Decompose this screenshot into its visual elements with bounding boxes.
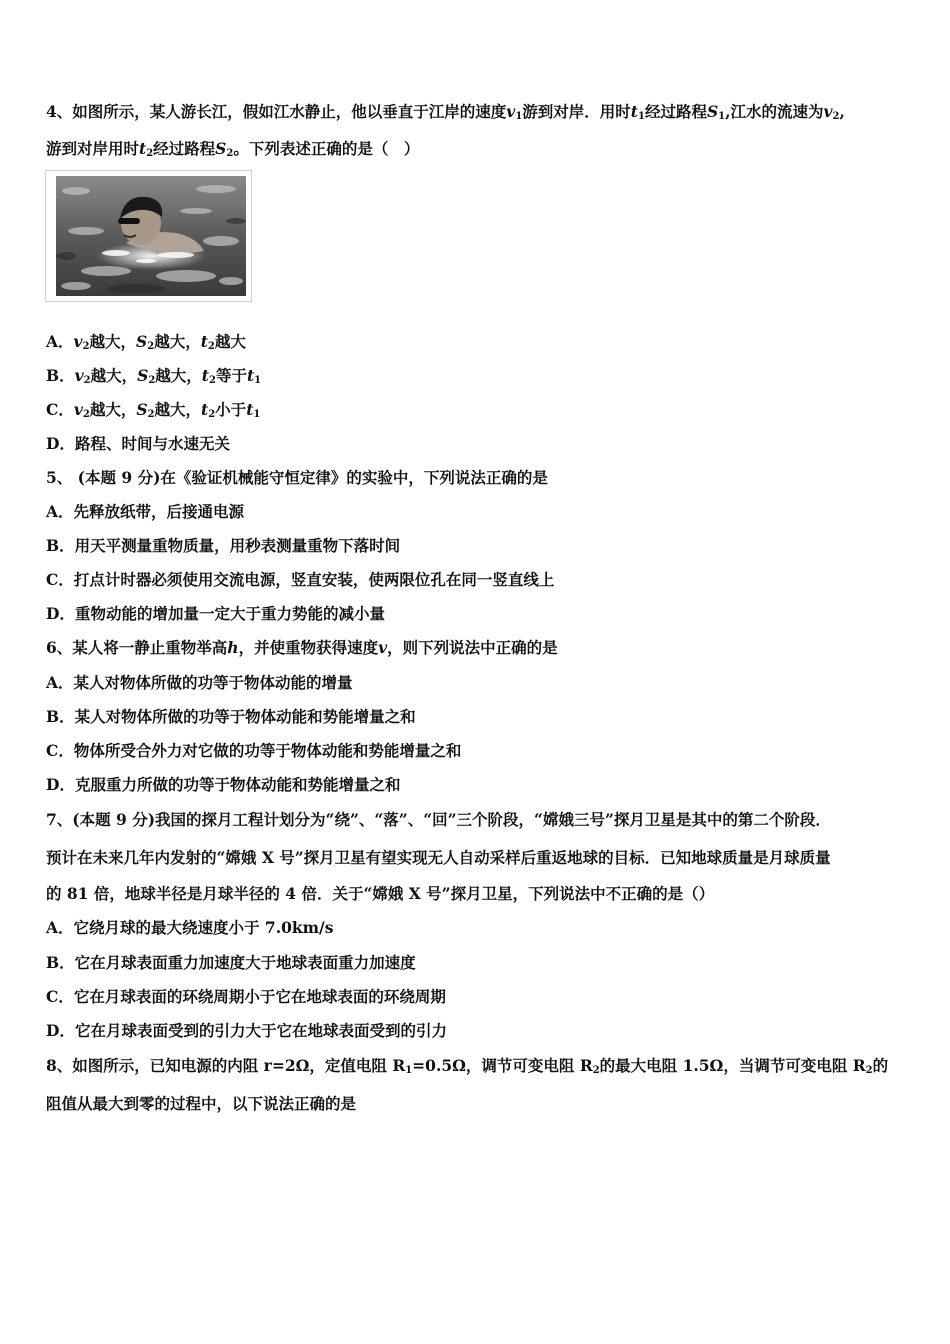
q5-option-c[interactable]: C．打点计时器必须使用交流电源，竖直安装，使两限位孔在同一竖直线上 [46,570,555,589]
q4-stem-line2: 游到对岸用时$t_2$经过路程$S_2$。下列表述正确的是（ ） [46,139,420,159]
q7-option-c[interactable]: C．它在月球表面的环绕周期小于它在地球表面的环绕周期 [46,987,446,1006]
q5-stem: 5、 (本题 9 分)在《验证机械能守恒定律》的实验中，下列说法正确的是 [46,468,548,487]
q5-option-a[interactable]: A．先释放纸带，后接通电源 [46,502,245,521]
q7-stem-line2: 预计在未来几年内发射的“嫦娥 X 号”探月卫星有望实现无人自动采样后重返地球的目标．已知地球质量是月球质量 [46,848,831,867]
q7-option-a[interactable]: A．它绕月球的最大绕速度小于 7.0km/s [46,918,334,937]
q5-option-b[interactable]: B．用天平测量重物质量，用秒表测量重物下落时间 [46,536,401,555]
q6-option-b[interactable]: B．某人对物体所做的功等于物体动能和势能增量之和 [46,707,416,726]
q4-option-c[interactable]: C．$v_2$越大，$S_2$越大，$t_2$小于$t_1$ [46,400,261,420]
q6-stem: 6、某人将一静止重物举高h，并使重物获得速度v，则下列说法中正确的是 [46,638,558,657]
q4-option-d[interactable]: D．路程、时间与水速无关 [46,434,230,453]
q6-option-d[interactable]: D．克服重力所做的功等于物体动能和势能增量之和 [46,775,401,794]
q6-option-c[interactable]: C．物体所受合外力对它做的功等于物体动能和势能增量之和 [46,741,462,760]
q4-option-b[interactable]: B．$v_2$越大，$S_2$越大，$t_2$等于$t_1$ [46,366,262,386]
q6-option-a[interactable]: A．某人对物体所做的功等于物体动能的增量 [46,673,353,692]
q8-stem-line1: 8、如图所示，已知电源的内阻 r=2Ω，定值电阻 $R_1=0.5\Omega$，调节可变电阻 $R_2$的最大电阻 1.5Ω，当调节可变电阻 $R_2$的 [46,1056,889,1076]
q7-stem-line3: 的 81 倍，地球半径是月球半径的 4 倍．关于“嫦娥 X 号”探月卫星，下列说法中不正确的是（） [46,884,715,903]
q8-stem-line2: 阻值从最大到零的过程中，以下说法正确的是 [46,1094,357,1113]
q7-option-b[interactable]: B．它在月球表面重力加速度大于地球表面重力加速度 [46,953,416,972]
swimmer-photo [45,170,252,302]
q7-option-d[interactable]: D．它在月球表面受到的引力大于它在地球表面受到的引力 [46,1021,447,1040]
q5-option-d[interactable]: D．重物动能的增加量一定大于重力势能的减小量 [46,604,385,623]
q4-stem-line1: 4、如图所示，某人游长江，假如江水静止，他以垂直于江岸的速度$v_1$游到对岸．用时$t_1$经过路程$S_1$,江水的流速为$v_2$, [46,102,845,122]
q4-option-a[interactable]: A．$v_2$越大，$S_2$越大，$t_2$越大 [46,332,246,352]
q7-stem-line1: 7、(本题 9 分)我国的探月工程计划分为“绕”、“落”、“回”三个阶段，“嫦娥三号”探月卫星是其中的第二个阶段． [46,810,831,829]
